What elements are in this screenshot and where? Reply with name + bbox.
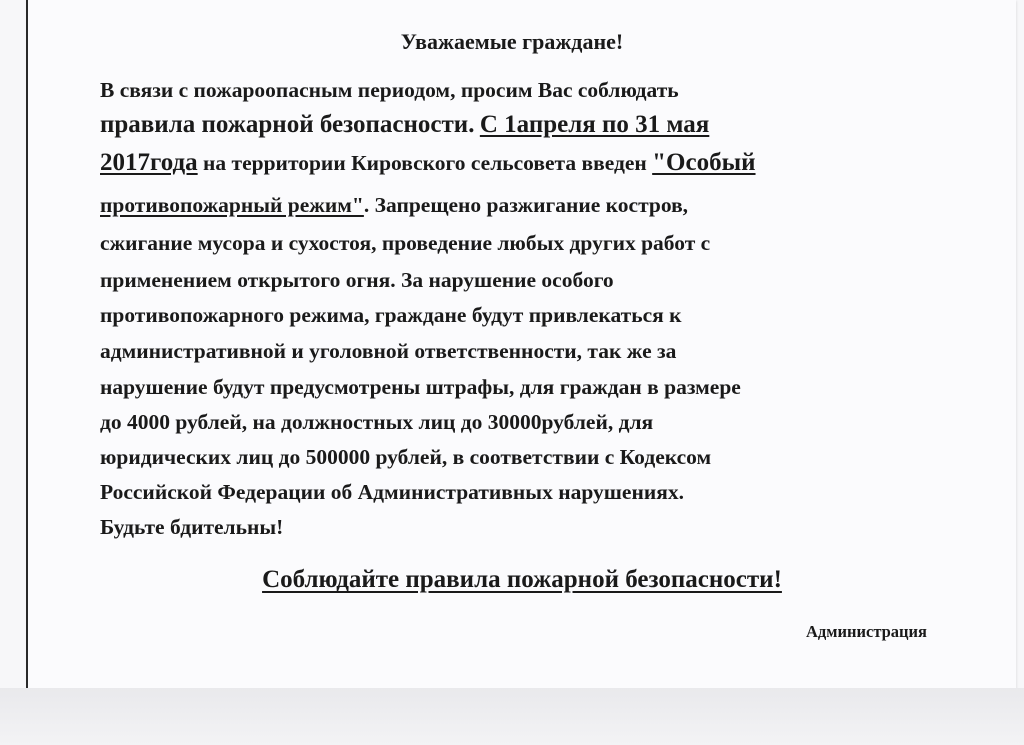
- body-line-10: до 4000 рублей, на должностных лиц до 30000рублей, для: [100, 410, 654, 434]
- safety-call-text: Соблюдайте правила пожарной безопасности!: [262, 566, 782, 593]
- territory-phrase: на территории Кировского сельсовета введен: [197, 151, 653, 175]
- body-line-1: В связи с пожароопасным периодом, просим Вас соблюдать: [100, 78, 679, 102]
- body-line-8: административной и уголовной ответственности, так же за: [100, 339, 677, 363]
- special-regime-phrase-start: "Особый: [652, 149, 756, 176]
- body-line-9: нарушение будут предусмотрены штрафы, для граждан в размере: [100, 375, 741, 399]
- body-line-13: Будьте бдительны!: [100, 515, 284, 539]
- safety-call-to-action: [0, 563, 1024, 597]
- year-phrase: 2017года: [100, 149, 198, 176]
- body-line-3: [100, 148, 756, 178]
- body-line-2: [100, 110, 709, 140]
- notice-heading: Уважаемые граждане!: [400, 29, 624, 54]
- scanner-margin: [0, 688, 1024, 745]
- date-range-phrase: С 1апреля по 31 мая: [479, 111, 710, 138]
- body-line-5: сжигание мусора и сухостоя, проведение любых других работ с: [100, 231, 711, 255]
- body-line-4: [100, 190, 688, 220]
- special-regime-phrase-end: противопожарный режим": [100, 193, 364, 217]
- safety-rules-phrase: правила пожарной безопасности.: [100, 111, 475, 138]
- body-line-6: применением открытого огня. За нарушение особого: [100, 268, 614, 292]
- body-line-7: противопожарного режима, граждане будут привлекаться к: [100, 303, 682, 327]
- prohibition-phrase: . Запрещено разжигание костров,: [363, 193, 689, 217]
- body-line-12: Российской Федерации об Административных нарушениях.: [100, 480, 685, 504]
- body-line-11: юридических лиц до 500000 рублей, в соответствии с Кодексом: [100, 445, 712, 469]
- signature-administration: Администрация: [805, 622, 927, 641]
